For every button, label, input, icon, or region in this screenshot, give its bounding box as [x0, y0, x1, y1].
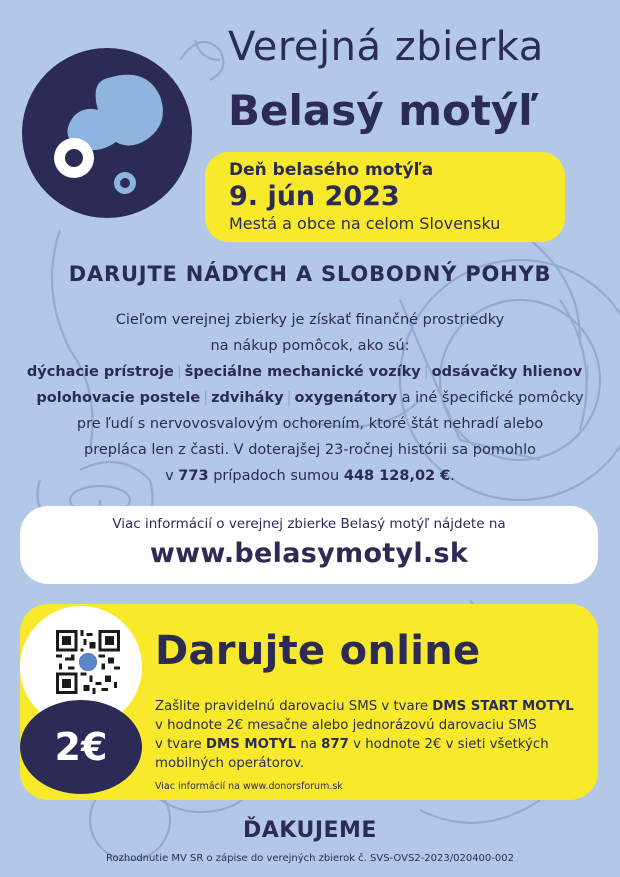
- total-amount: 448 128,02 €: [343, 468, 451, 484]
- footer-legal: Rozhodnutie MV SR o zápise do verejných zbierok č. SVS-OVS2-2023/020400-002: [106, 853, 514, 864]
- sms-line-2: v hodnote 2€ mesačne alebo jednorázovú darovaciu SMS: [155, 718, 537, 733]
- event-date: 9. jún 2023: [229, 181, 400, 212]
- info-text: Viac informácií o verejnej zbierke Belasý motýľ nájdete na: [112, 516, 506, 532]
- separator: |: [203, 390, 209, 406]
- sms-code: DMS MOTYL: [205, 737, 297, 752]
- price-badge: 2€: [20, 700, 142, 794]
- text-fragment: v hodnote 2€ v sieti všetkých: [353, 737, 549, 752]
- donate-online-title: Darujte online: [155, 628, 481, 674]
- aid-item: dýchacie prístroje: [26, 364, 174, 380]
- aid-item: polohovacie postele: [36, 390, 201, 406]
- text-fragment: v: [165, 468, 174, 484]
- aid-item: odsávačky hlienov: [431, 364, 583, 380]
- sms-line-1: [155, 697, 595, 716]
- aids-line-1: [0, 359, 620, 385]
- aids-line-2: [0, 385, 620, 411]
- thanks-heading: ĎAKUJEME: [243, 818, 377, 843]
- website-link[interactable]: www.belasymotyl.sk: [149, 538, 469, 569]
- aid-item: špeciálne mechanické vozíky: [184, 364, 421, 380]
- text-fragment: v tvare: [155, 737, 202, 752]
- intro-line-1: Cieľom verejnej zbierky je získať finančné prostriedky: [115, 312, 505, 328]
- event-date-box: [205, 152, 565, 242]
- butterfly-logo: [22, 48, 192, 218]
- info-box: [20, 506, 598, 584]
- sms-instructions: [155, 697, 595, 773]
- separator: |: [585, 364, 591, 380]
- title-line-1: Verejná zbierka: [228, 24, 544, 70]
- sms-number: 877: [321, 737, 349, 752]
- title-line-2: Belasý motýľ: [228, 86, 539, 135]
- intro-line-2: na nákup pomôcok, ako sú:: [210, 338, 410, 354]
- sms-code-start: DMS START MOTYL: [432, 699, 574, 714]
- event-label: Deň belasého motýľa: [229, 160, 434, 180]
- aid-item: oxygenátory: [294, 390, 398, 406]
- separator: |: [176, 364, 182, 380]
- qr-code-icon[interactable]: [56, 630, 120, 694]
- body-line-6: [0, 463, 620, 489]
- text-fragment: .: [450, 468, 455, 484]
- text-fragment: na: [300, 737, 317, 752]
- cases-count: 773: [178, 468, 209, 484]
- body-line-4: pre ľudí s nervovosvalovým ochorením, ktoré štát nehradí alebo: [76, 416, 544, 432]
- main-heading: DARUJTE NÁDYCH A SLOBODNÝ POHYB: [68, 262, 552, 286]
- sms-line-4: mobilných operátorov.: [155, 756, 305, 771]
- text-fragment: Zašlite pravidelnú darovaciu SMS v tvare: [155, 699, 429, 714]
- body-text: [0, 307, 620, 489]
- after-aids: a iné špecifické pomôcky: [401, 390, 584, 406]
- text-fragment: prípadoch sumou: [213, 468, 340, 484]
- event-place: Mestá a obce na celom Slovensku: [229, 214, 501, 233]
- separator: |: [286, 390, 292, 406]
- aid-item: zdviháky: [211, 390, 284, 406]
- separator: |: [423, 364, 429, 380]
- donorsforum-note: Viac informácií na www.donorsforum.sk: [155, 781, 343, 792]
- sms-line-3: [155, 735, 595, 754]
- body-line-5: prepláca len z časti. V doterajšej 23-ročnej histórii sa pomohlo: [84, 442, 536, 458]
